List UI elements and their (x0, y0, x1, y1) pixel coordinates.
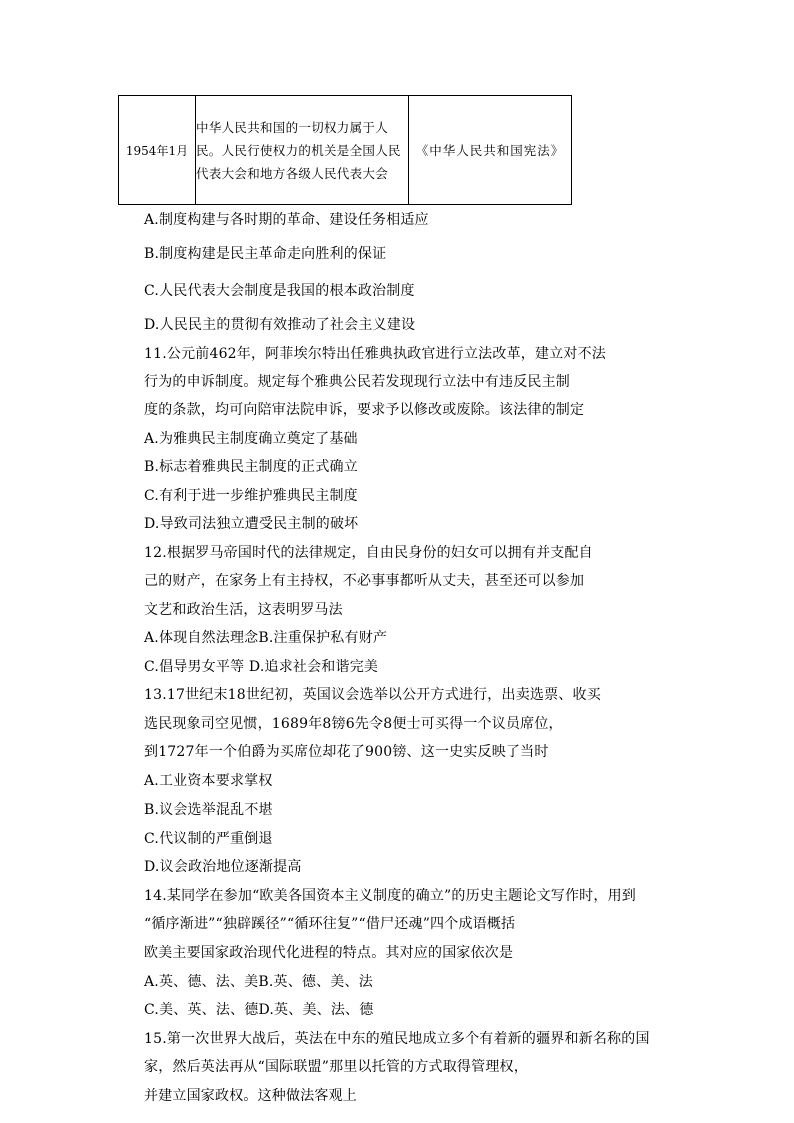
table-cell-date: 1954年1月 (119, 96, 196, 205)
table-cell-law: 《中华人民共和国宪法》 (409, 96, 572, 205)
text-line: C.人民代表大会制度是我国的根本政治制度 (144, 283, 415, 299)
text-line: 行为的申诉制度。规定每个雅典公民若发现现行立法中有违反民主制 (144, 374, 570, 390)
text-line: C.有利于进一步维护雅典民主制度 (144, 488, 358, 504)
text-line: 度的条款，均可向陪审法院申诉，要求予以修改或废除。该法律的制定 (144, 402, 585, 418)
text-line: A.制度构建与各时期的革命、建设任务相适应 (144, 212, 429, 228)
text-line: D.议会政治地位逐渐提高 (144, 859, 302, 875)
text-line: A.工业资本要求掌权 (144, 773, 273, 789)
text-line: B.议会选举混乱不堪 (144, 802, 273, 818)
text-line: 11.公元前462年，阿菲埃尔特出任雅典执政官进行立法改革，建立对不法 (144, 346, 606, 362)
text-line: B.制度构建是民主革命走向胜利的保证 (144, 246, 387, 262)
text-line: C.代议制的严重倒退 (144, 831, 273, 847)
table-cell-content: 中华人民共和国的一切权力属于人民。人民行使权力的机关是全国人民代表大会和地方各级人民代表大会 (196, 96, 409, 205)
text-line: 并建立国家政权。这种做法客观上 (144, 1088, 357, 1104)
text-line: 己的财产，在家务上有主持权，不必事事都听从丈夫，甚至还可以参加 (144, 573, 585, 589)
table-row (119, 96, 572, 205)
text-line: 15.第一次世界大战后，英法在中东的殖民地成立多个有着新的疆界和新名称的国 (144, 1031, 650, 1047)
text-line: D.导致司法独立遭受民主制的破坏 (144, 516, 359, 532)
text-line: 14.某同学在参加“欧美各国资本主义制度的确立”的历史主题论文写作时，用到 (144, 888, 636, 904)
text-line: A.为雅典民主制度确立奠定了基础 (144, 431, 358, 447)
text-line: 选民现象司空见惯，1689年8镑6先令8便士可买得一个议员席位， (144, 716, 563, 732)
text-line: B.标志着雅典民主制度的正式确立 (144, 459, 358, 475)
text-line: C.倡导男女平等 D.追求社会和谐完美 (144, 659, 379, 675)
text-line: 到1727年一个伯爵为买席位却花了900镑、这一史实反映了当时 (144, 744, 549, 760)
history-table (118, 95, 572, 205)
text-line: D.人民民主的贯彻有效推动了社会主义建设 (144, 317, 416, 333)
text-line: 13.17世纪末18世纪初，英国议会选举以公开方式进行，出卖选票、收买 (144, 687, 601, 703)
text-line: 欧美主要国家政治现代化进程的特点。其对应的国家依次是 (144, 945, 514, 961)
text-line: C.美、英、法、德D.英、美、法、德 (144, 1002, 374, 1018)
text-line: 文艺和政治生活，这表明罗马法 (144, 602, 343, 618)
text-line: “循序渐进”“独辟蹊径”“循环往复”“借尸还魂”四个成语概括 (144, 916, 516, 932)
text-line: A.体现自然法理念B.注重保护私有财产 (144, 630, 388, 646)
text-line: 12.根据罗马帝国时代的法律规定，自由民身份的妇女可以拥有并支配自 (144, 545, 593, 561)
text-line: A.英、德、法、美B.英、德、美、法 (144, 974, 373, 990)
text-line: 家，然后英法再从“国际联盟”那里以托管的方式取得管理权， (144, 1059, 528, 1075)
